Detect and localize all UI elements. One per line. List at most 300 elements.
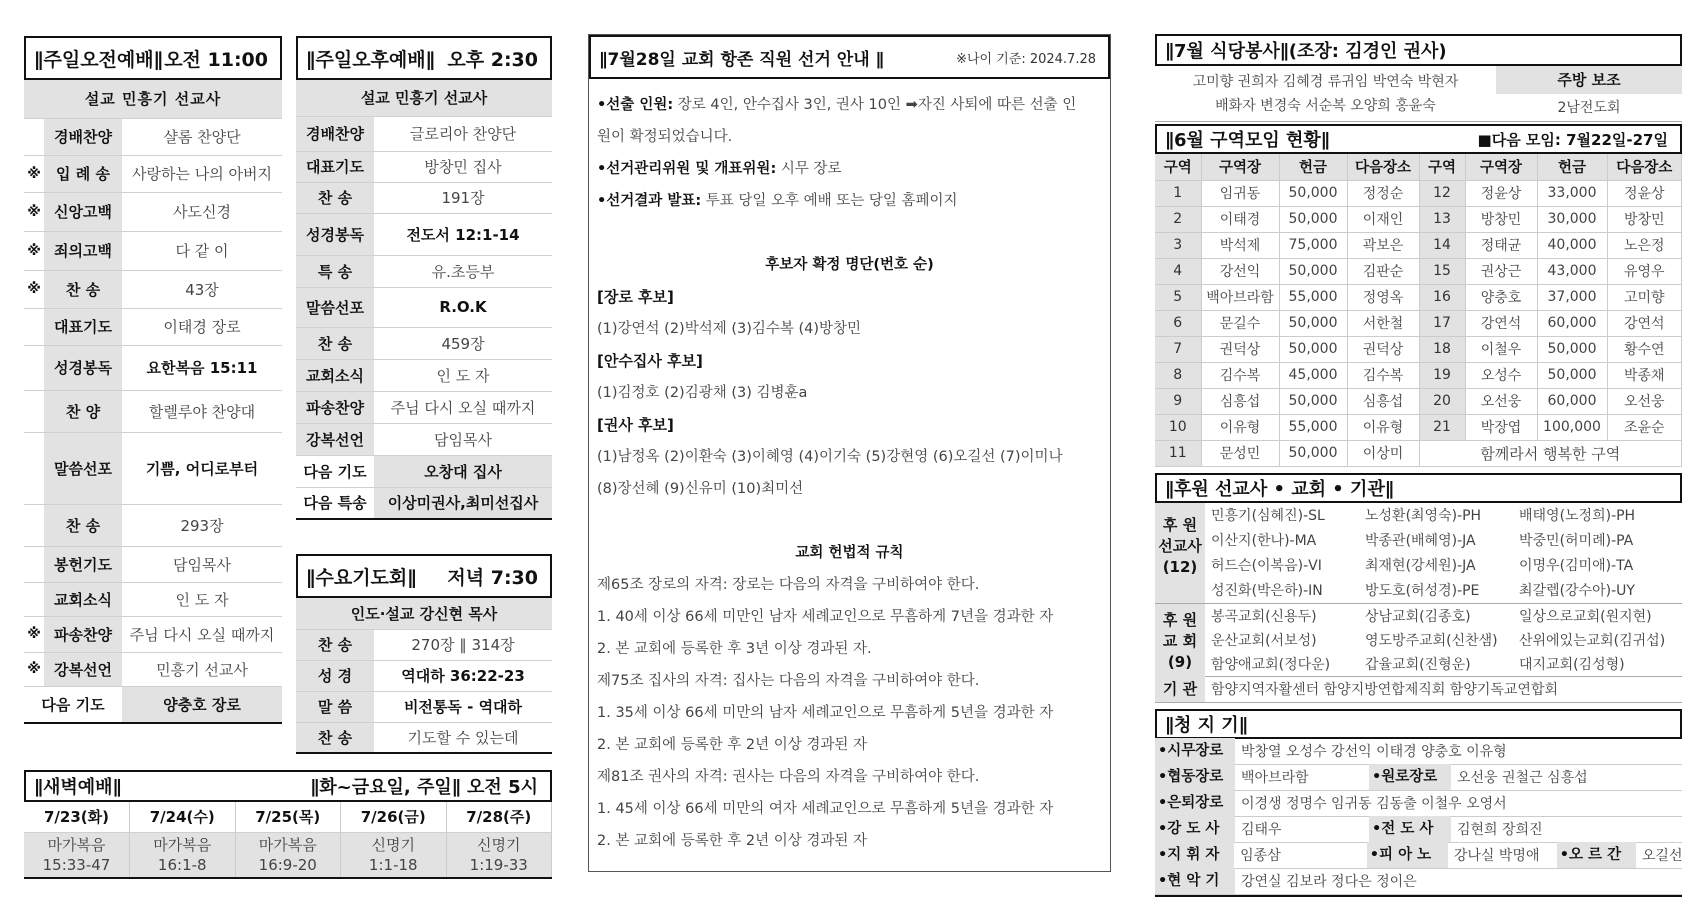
office-members: 강연실 김보라 정다은 정이은 xyxy=(1241,874,1417,890)
supported-church: 갑율교회(진형운) xyxy=(1365,656,1471,673)
afternoon-order-row xyxy=(296,182,552,213)
missionary-row xyxy=(1211,578,1682,603)
morning-order-row xyxy=(24,582,282,616)
supported-church: 산위에있는교회(김귀섭) xyxy=(1519,632,1666,649)
right-column xyxy=(1155,34,1682,897)
dawn-date: 7/26(금) xyxy=(341,802,447,832)
district-cell: 50,000 xyxy=(1537,362,1607,388)
office-label: •은퇴장로 xyxy=(1155,790,1235,816)
district-col-header: 다음장소 xyxy=(1347,154,1419,180)
election-notice-panel xyxy=(588,34,1111,872)
afternoon-order-row xyxy=(296,359,552,391)
order-value: 43장 xyxy=(122,270,282,308)
district-cell: 김수복 xyxy=(1201,362,1279,388)
district-title: ∥6월 구역모임 현황∥ xyxy=(1165,130,1330,151)
district-cell: 방창민 xyxy=(1465,206,1537,232)
district-cell: 11 xyxy=(1155,440,1201,466)
order-label: 교회소식 xyxy=(296,359,374,391)
district-cell: 50,000 xyxy=(1279,258,1347,284)
district-cell: 방창민 xyxy=(1607,206,1682,232)
kitchen-names-2: 배화자 변경숙 서순복 오양희 홍윤숙 xyxy=(1215,98,1436,114)
wednesday-order-row xyxy=(296,660,552,691)
wednesday-order-row xyxy=(296,691,552,722)
district-cell: 55,000 xyxy=(1279,414,1347,440)
stand-mark: ※ xyxy=(24,192,44,231)
order-value: 담임목사 xyxy=(374,423,552,455)
office-label: •오 르 간 xyxy=(1557,842,1636,868)
order-value: 민흥기 선교사 xyxy=(122,652,282,686)
election-result-line: •선거결과 발표: 투표 당일 오후 예배 또는 당일 홈페이지 xyxy=(597,193,958,209)
district-header-row xyxy=(1155,154,1682,180)
district-cell: 오성수 xyxy=(1465,362,1537,388)
district-cell: 30,000 xyxy=(1537,206,1607,232)
office-row xyxy=(1155,817,1682,843)
morning-next-prayer-row xyxy=(24,686,282,723)
morning-order-row xyxy=(24,616,282,652)
next-prayer-value: 오창대 집사 xyxy=(374,455,552,487)
morning-order-row xyxy=(24,308,282,345)
district-cell: 심흥섭 xyxy=(1201,388,1279,414)
missionary-row xyxy=(1211,528,1682,553)
district-cell: 40,000 xyxy=(1537,232,1607,258)
district-cell: 이유형 xyxy=(1201,414,1279,440)
district-col-header: 구역장 xyxy=(1201,154,1279,180)
morning-order-row xyxy=(24,390,282,432)
office-label: •피 아 노 xyxy=(1367,842,1448,868)
order-label: 파송찬양 xyxy=(296,391,374,423)
office-members: 김현희 장희진 xyxy=(1457,822,1543,838)
district-cell: 12 xyxy=(1419,180,1465,206)
missionary: 최재현(강세원)-JA xyxy=(1365,558,1476,574)
order-label: 강복선언 xyxy=(44,652,122,686)
district-cell: 7 xyxy=(1155,336,1201,362)
election-count-line: •선출 인원: 장로 4인, 안수집사 3인, 권사 10인 ➡자진 사퇴에 따른 선출 인 xyxy=(597,97,1077,113)
order-value: 이태경 장로 xyxy=(122,308,282,345)
dawn-ref: 16:1-8 xyxy=(157,855,207,874)
dawn-passage xyxy=(235,832,341,878)
rule-81: 제81조 권사의 자격: 권사는 다음의 자격을 구비하여야 한다. xyxy=(597,769,980,785)
afternoon-preacher: 설교 민흥기 선교사 xyxy=(296,80,552,116)
next-prayer-label: 다음 기도 xyxy=(24,686,122,723)
supported-church: 봉곡교회(신용두) xyxy=(1211,608,1317,625)
missionary: 이산지(한나)-MA xyxy=(1211,533,1317,549)
district-col-header: 구역장 xyxy=(1465,154,1537,180)
district-cell: 박종채 xyxy=(1607,362,1682,388)
missionary-row xyxy=(1211,553,1682,578)
order-value: 할렐루야 찬양대 xyxy=(122,390,282,432)
morning-service-title: ∥주일오전예배∥ xyxy=(34,48,164,71)
district-cell: 곽보은 xyxy=(1347,232,1419,258)
dawn-passage xyxy=(446,832,552,878)
order-label: 강복선언 xyxy=(296,423,374,455)
support-title: ∥후원 선교사 • 교회 • 기관∥ xyxy=(1165,478,1394,500)
afternoon-order-row xyxy=(296,391,552,423)
order-value: 글로리아 찬양단 xyxy=(374,116,552,151)
org-label: 기 관 xyxy=(1155,676,1205,702)
dawn-service-schedule: ∥화~금요일, 주일∥ 오전 5시 xyxy=(310,777,538,798)
district-cell: 이태경 xyxy=(1201,206,1279,232)
office-label: •원로장로 xyxy=(1369,764,1451,790)
order-label: 입 례 송 xyxy=(44,155,122,192)
wednesday-prayer-time: 저녁 7:30 xyxy=(447,566,538,589)
order-value: 인 도 자 xyxy=(122,582,282,616)
kitchen-assist-value: 2남전도회 xyxy=(1557,100,1621,116)
order-label: 경배찬양 xyxy=(296,116,374,151)
district-row xyxy=(1155,232,1682,258)
district-cell: 16 xyxy=(1419,284,1465,310)
supported-church: 함양애교회(정다운) xyxy=(1211,656,1331,673)
stand-mark xyxy=(24,308,44,345)
election-notice-title: ∥7월28일 교회 항존 직원 선거 안내 ∥ xyxy=(599,49,885,70)
dawn-date: 7/25(목) xyxy=(235,802,341,832)
district-row xyxy=(1155,414,1682,440)
offices-title: ∥청 지 기∥ xyxy=(1165,714,1248,736)
kwonsa-candidates-2: (8)장선혜 (9)신유미 (10)최미선 xyxy=(597,481,804,497)
supported-church: 대지교회(김성형) xyxy=(1519,656,1625,673)
order-value: 역대하 36:22-23 xyxy=(374,660,552,691)
district-cell: 박석제 xyxy=(1201,232,1279,258)
district-cell: 노은정 xyxy=(1607,232,1682,258)
district-cell: 정윤상 xyxy=(1465,180,1537,206)
afternoon-service-title: ∥주일오후예배∥ xyxy=(306,48,436,71)
district-cell: 33,000 xyxy=(1537,180,1607,206)
office-members: 김태우 xyxy=(1241,822,1282,838)
office-row xyxy=(1155,739,1682,765)
afternoon-service-time: 오후 2:30 xyxy=(447,48,538,71)
district-cell: 강연석 xyxy=(1465,310,1537,336)
morning-order-row xyxy=(24,652,282,686)
office-members: 임종삼 xyxy=(1240,848,1281,864)
order-label: 교회소식 xyxy=(44,582,122,616)
rule-65-item-1: 1. 40세 이상 66세 미만인 남자 세례교인으로 무흠하게 7년을 경과한 자 xyxy=(597,609,1054,625)
dawn-ref: 1:19-33 xyxy=(469,855,528,874)
morning-order-row xyxy=(24,231,282,270)
rule-81-item-1: 1. 45세 이상 66세 미만의 여자 세례교인으로 무흠하게 5년을 경과한 자 xyxy=(597,801,1054,817)
district-cell: 김수복 xyxy=(1347,362,1419,388)
office-label: •현 악 기 xyxy=(1155,868,1235,894)
rule-65-item-2: 2. 본 교회에 등록한 후 3년 이상 경과된 자. xyxy=(597,641,872,657)
district-col-header: 구역 xyxy=(1155,154,1201,180)
dawn-passage-row xyxy=(24,832,552,878)
order-label: 찬 송 xyxy=(44,504,122,546)
district-row xyxy=(1155,180,1682,206)
morning-order-row xyxy=(24,504,282,546)
morning-order-row xyxy=(24,118,282,155)
order-value: 다 같 이 xyxy=(122,231,282,270)
afternoon-order-row xyxy=(296,255,552,287)
kitchen-service-body xyxy=(1155,66,1682,122)
district-cell: 9 xyxy=(1155,388,1201,414)
order-value: 유.초등부 xyxy=(374,255,552,287)
office-members: 오길선 xyxy=(1641,848,1683,864)
district-cell: 정정순 xyxy=(1347,180,1419,206)
morning-order-row xyxy=(24,270,282,308)
office-row xyxy=(1155,765,1682,791)
district-cell: 19 xyxy=(1419,362,1465,388)
order-label: 찬 양 xyxy=(44,390,122,432)
order-value: 요한복음 15:11 xyxy=(122,345,282,390)
dawn-date: 7/28(주) xyxy=(446,802,552,832)
next-prayer-row xyxy=(296,455,552,487)
deacon-candidates: (1)김정호 (2)김광채 (3) 김병훈a xyxy=(597,385,808,401)
stand-mark: ※ xyxy=(24,270,44,308)
district-cell: 50,000 xyxy=(1537,336,1607,362)
stand-mark xyxy=(24,504,44,546)
elder-candidates: (1)강연석 (2)박석제 (3)김수복 (4)방창민 xyxy=(597,321,862,337)
district-cell: 이유형 xyxy=(1347,414,1419,440)
district-col-header: 헌금 xyxy=(1537,154,1607,180)
dawn-service-title: ∥새벽예배∥ xyxy=(34,777,122,798)
supported-church-row xyxy=(1211,604,1682,628)
district-cell: 50,000 xyxy=(1279,440,1347,466)
afternoon-order-row xyxy=(296,213,552,255)
order-label: 성경봉독 xyxy=(44,345,122,390)
district-row xyxy=(1155,362,1682,388)
supported-church-row xyxy=(1211,652,1682,676)
order-label: 파송찬양 xyxy=(44,616,122,652)
order-value: 270장 ∥ 314장 xyxy=(374,629,552,660)
afternoon-service-panel xyxy=(296,36,552,520)
district-cell: 권덕상 xyxy=(1347,336,1419,362)
stand-mark: ※ xyxy=(24,231,44,270)
district-cell: 15 xyxy=(1419,258,1465,284)
order-value: 인 도 자 xyxy=(374,359,552,391)
church-label-2: 교 회 xyxy=(1162,631,1198,650)
missionary: 노성환(최영숙)-PH xyxy=(1365,508,1482,524)
order-label: 죄의고백 xyxy=(44,231,122,270)
district-cell: 18 xyxy=(1419,336,1465,362)
missionary: 성진화(박은하)-IN xyxy=(1211,583,1323,599)
district-cell: 이재인 xyxy=(1347,206,1419,232)
order-value: 주님 다시 오실 때까지 xyxy=(374,391,552,423)
order-label: 봉헌기도 xyxy=(44,546,122,582)
district-row xyxy=(1155,336,1682,362)
district-cell: 권상근 xyxy=(1465,258,1537,284)
kitchen-names-1: 고미향 권희자 김혜경 류귀임 박연숙 박현자 xyxy=(1192,74,1459,90)
morning-service-time: 오전 11:00 xyxy=(164,48,268,71)
district-cell: 문길수 xyxy=(1201,310,1279,336)
order-value: 샬롬 찬양단 xyxy=(122,118,282,155)
order-label: 말 씀 xyxy=(296,691,374,722)
order-label: 말씀선포 xyxy=(296,287,374,327)
kwonsa-candidates-1: (1)남정옥 (2)이환숙 (3)이혜영 (4)이기숙 (5)강현영 (6)오길선 (7)이미나 xyxy=(597,449,1063,465)
stand-mark xyxy=(24,582,44,616)
district-cell: 조윤순 xyxy=(1607,414,1682,440)
district-cell: 6 xyxy=(1155,310,1201,336)
district-next-meeting: ■다음 모임: 7월22일-27일 xyxy=(1477,130,1668,149)
support-orgs xyxy=(1155,677,1682,703)
district-cell: 8 xyxy=(1155,362,1201,388)
dawn-service-panel xyxy=(24,770,552,879)
church-label-1: 후 원 xyxy=(1162,610,1198,629)
district-cell: 50,000 xyxy=(1279,310,1347,336)
office-label: •지 휘 자 xyxy=(1155,842,1234,868)
district-cell: 강연석 xyxy=(1607,310,1682,336)
district-row xyxy=(1155,440,1682,466)
district-cell: 정태균 xyxy=(1465,232,1537,258)
district-cell: 정영옥 xyxy=(1347,284,1419,310)
order-label: 찬 송 xyxy=(296,629,374,660)
morning-order-row xyxy=(24,192,282,231)
election-committee-line: •선거관리위원 및 개표위원: 시무 장로 xyxy=(597,161,842,177)
order-label: 찬 송 xyxy=(296,327,374,359)
office-members: 오선웅 권철근 심흥섭 xyxy=(1457,770,1588,786)
missionary-row xyxy=(1211,503,1682,528)
order-label: 찬 송 xyxy=(296,722,374,753)
order-label: 신앙고백 xyxy=(44,192,122,231)
supported-church: 일상으로교회(원지현) xyxy=(1519,608,1652,625)
missionary: 최갈렙(강수아)-UY xyxy=(1519,583,1635,599)
morning-service-order xyxy=(24,80,282,724)
office-members: 강나실 박명애 xyxy=(1453,848,1540,864)
order-label: 말씀선포 xyxy=(44,432,122,504)
order-label: 특 송 xyxy=(296,255,374,287)
district-cell: 문성민 xyxy=(1201,440,1279,466)
order-value: 주님 다시 오실 때까지 xyxy=(122,616,282,652)
wednesday-prayer-panel xyxy=(296,554,552,754)
missionary: 박종관(배혜영)-JA xyxy=(1365,533,1476,549)
order-label: 성경봉독 xyxy=(296,213,374,255)
stand-mark: ※ xyxy=(24,616,44,652)
missionary-label-3: (12) xyxy=(1162,557,1198,576)
support-missionaries xyxy=(1155,503,1682,604)
wednesday-prayer-order xyxy=(296,598,552,754)
missionary: 박중민(허미례)-PA xyxy=(1519,533,1634,549)
district-cell: 이철우 xyxy=(1465,336,1537,362)
district-cell: 3 xyxy=(1155,232,1201,258)
election-notice-header xyxy=(589,35,1110,79)
offices-header xyxy=(1155,709,1682,739)
age-basis-note: ※나이 기준: 2024.7.28 xyxy=(956,51,1096,67)
missionary-label-2: 선교사 xyxy=(1158,536,1202,555)
support-churches xyxy=(1155,604,1682,677)
district-cell: 43,000 xyxy=(1537,258,1607,284)
order-value: 293장 xyxy=(122,504,282,546)
stand-mark xyxy=(24,345,44,390)
district-cell: 20 xyxy=(1419,388,1465,414)
district-cell: 60,000 xyxy=(1537,388,1607,414)
order-value: 459장 xyxy=(374,327,552,359)
district-cell: 14 xyxy=(1419,232,1465,258)
district-cell: 양충호 xyxy=(1465,284,1537,310)
elder-candidates-heading: [장로 후보] xyxy=(597,288,674,306)
district-cell: 오선웅 xyxy=(1607,388,1682,414)
district-cell: 임귀동 xyxy=(1201,180,1279,206)
office-label: •협동장로 xyxy=(1155,764,1235,790)
order-label: 성 경 xyxy=(296,660,374,691)
next-special-song-row xyxy=(296,487,552,519)
dawn-book: 마가복음 xyxy=(47,835,106,854)
district-cell: 강선익 xyxy=(1201,258,1279,284)
order-label: 찬 송 xyxy=(44,270,122,308)
district-row xyxy=(1155,284,1682,310)
morning-service-panel xyxy=(24,36,282,724)
wednesday-order-row xyxy=(296,722,552,753)
district-cell: 황수연 xyxy=(1607,336,1682,362)
office-row xyxy=(1155,869,1682,895)
district-cell: 정윤상 xyxy=(1607,180,1682,206)
district-motto: 함께라서 행복한 구역 xyxy=(1419,440,1682,466)
district-cell: 박장엽 xyxy=(1465,414,1537,440)
district-cell: 권덕상 xyxy=(1201,336,1279,362)
wednesday-prayer-title: ∥수요기도회∥ xyxy=(306,566,417,589)
afternoon-order-row xyxy=(296,423,552,455)
order-value: 방창민 집사 xyxy=(374,151,552,182)
missionary: 배태영(노정희)-PH xyxy=(1519,508,1636,524)
order-value: 기도할 수 있는데 xyxy=(374,722,552,753)
missionary: 방도호(허성경)-PE xyxy=(1365,583,1480,599)
stand-mark xyxy=(24,546,44,582)
district-cell: 37,000 xyxy=(1537,284,1607,310)
order-value: 사도신경 xyxy=(122,192,282,231)
morning-order-row xyxy=(24,345,282,390)
order-label: 대표기도 xyxy=(296,151,374,182)
next-prayer-label: 다음 기도 xyxy=(296,455,374,487)
missionary: 허드슨(이복음)-VI xyxy=(1211,558,1322,574)
district-cell: 45,000 xyxy=(1279,362,1347,388)
stand-mark xyxy=(24,118,44,155)
office-row xyxy=(1155,791,1682,817)
afternoon-service-order xyxy=(296,80,552,520)
district-col-header: 다음장소 xyxy=(1607,154,1682,180)
dawn-date-row xyxy=(24,802,552,832)
afternoon-order-row xyxy=(296,287,552,327)
church-rules-title: 교회 헌법적 규칙 xyxy=(795,545,904,561)
rule-75-item-2: 2. 본 교회에 등록한 후 2년 이상 경과된 자 xyxy=(597,737,868,753)
district-row xyxy=(1155,310,1682,336)
office-row xyxy=(1155,843,1682,869)
supported-church-row xyxy=(1211,628,1682,652)
candidate-list-title: 후보자 확정 명단(번호 순) xyxy=(765,257,934,273)
order-value: 담임목사 xyxy=(122,546,282,582)
district-cell: 4 xyxy=(1155,258,1201,284)
district-cell: 2 xyxy=(1155,206,1201,232)
district-cell: 서한철 xyxy=(1347,310,1419,336)
order-value: 비전통독 - 역대하 xyxy=(374,691,552,722)
district-cell: 50,000 xyxy=(1279,336,1347,362)
stand-mark: ※ xyxy=(24,652,44,686)
supported-church: 영도방주교회(신찬샘) xyxy=(1365,632,1498,649)
office-members: 백아브라함 xyxy=(1241,770,1309,786)
kitchen-service-header xyxy=(1155,34,1682,66)
support-header xyxy=(1155,473,1682,503)
afternoon-order-row xyxy=(296,116,552,151)
order-value: 전도서 12:1-14 xyxy=(374,213,552,255)
district-cell: 60,000 xyxy=(1537,310,1607,336)
dawn-book: 마가복음 xyxy=(153,835,212,854)
morning-order-row xyxy=(24,546,282,582)
kitchen-service-title: ∥7월 식당봉사∥(조장: 김경인 권사) xyxy=(1165,41,1447,62)
election-count-line-cont: 원이 확정되었습니다. xyxy=(597,129,733,145)
order-label: 경배찬양 xyxy=(44,118,122,155)
district-cell: 55,000 xyxy=(1279,284,1347,310)
morning-order-row xyxy=(24,432,282,504)
dawn-date: 7/23(화) xyxy=(24,802,130,832)
wednesday-order-row xyxy=(296,629,552,660)
district-table xyxy=(1155,154,1682,467)
kwonsa-candidates-heading: [권사 후보] xyxy=(597,416,674,434)
dawn-passage xyxy=(130,832,236,878)
org-list: 함양지역자활센터 함양지방연합제직회 함양기독교연합회 xyxy=(1211,682,1558,698)
kitchen-assist-label: 주방 보조 xyxy=(1496,66,1682,94)
wednesday-prayer-header xyxy=(296,554,552,598)
morning-service-header xyxy=(24,36,282,80)
order-value: R.O.K xyxy=(374,287,552,327)
dawn-passage xyxy=(341,832,447,878)
stand-mark xyxy=(24,390,44,432)
district-cell: 50,000 xyxy=(1279,388,1347,414)
next-special-song-label: 다음 특송 xyxy=(296,487,374,519)
